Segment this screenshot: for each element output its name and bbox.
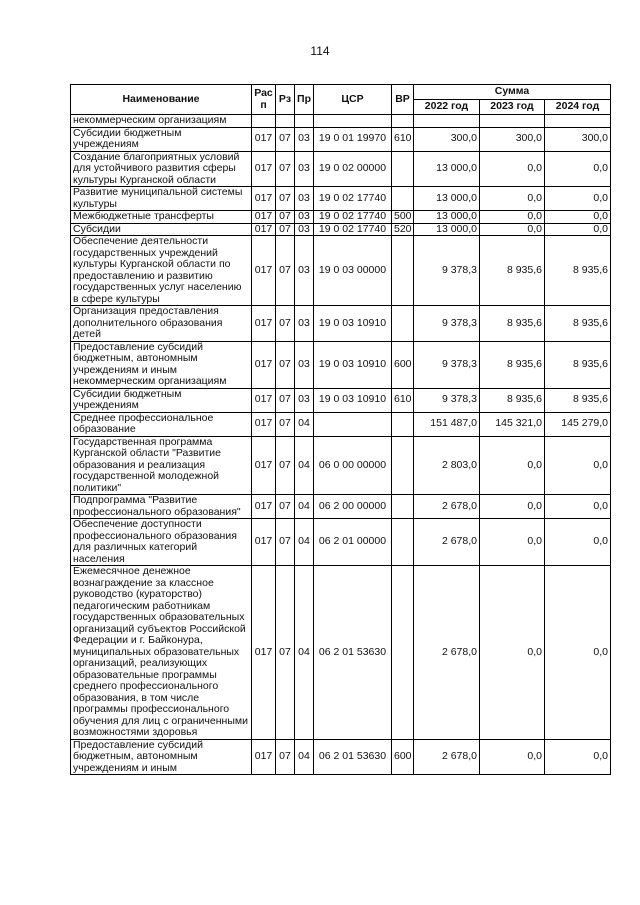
cell-2024 (545, 115, 611, 128)
cell-pr: 04 (295, 739, 314, 775)
cell-2022: 151 487,0 (414, 412, 480, 436)
cell-name: Предоставление субсидий бюджетным, автономным учреждениям и иным (71, 739, 252, 775)
header-rasp: Рас п (252, 85, 276, 115)
table-row (71, 412, 611, 436)
cell-rz: 07 (276, 436, 295, 495)
cell-vr (392, 151, 414, 187)
table-row (71, 341, 611, 388)
cell-2023 (480, 115, 545, 128)
cell-name: Подпрограмма "Развитие профессионального образования" (71, 495, 252, 519)
cell-name: Обеспечение деятельности государственных учреждений культуры Курганской области по предоставлению и развитию государственных услуг населению в сфере культуры (71, 236, 252, 306)
cell-vr (392, 566, 414, 740)
cell-rz: 07 (276, 127, 295, 151)
cell-2024: 0,0 (545, 519, 611, 566)
cell-2023: 0,0 (480, 495, 545, 519)
cell-name: некоммерческим организациям (71, 115, 252, 128)
cell-rz: 07 (276, 495, 295, 519)
cell-2022: 9 378,3 (414, 306, 480, 342)
cell-2023: 8 935,6 (480, 388, 545, 412)
table-row (71, 306, 611, 342)
page-number: 114 (310, 44, 330, 58)
cell-2024: 8 935,6 (545, 306, 611, 342)
cell-rasp: 017 (252, 127, 276, 151)
cell-rz: 07 (276, 223, 295, 236)
cell-rasp: 017 (252, 739, 276, 775)
cell-name: Субсидии бюджетным учреждениям (71, 388, 252, 412)
cell-rasp: 017 (252, 519, 276, 566)
cell-rasp: 017 (252, 223, 276, 236)
cell-rasp (252, 115, 276, 128)
budget-table (70, 84, 611, 775)
cell-rasp: 017 (252, 211, 276, 224)
cell-2023: 8 935,6 (480, 236, 545, 306)
cell-name: Развитие муниципальной системы культуры (71, 187, 252, 211)
cell-2022: 13 000,0 (414, 151, 480, 187)
cell-rz: 07 (276, 519, 295, 566)
cell-csr (314, 115, 392, 128)
cell-2024: 8 935,6 (545, 388, 611, 412)
cell-vr (392, 519, 414, 566)
cell-vr (392, 436, 414, 495)
cell-csr (314, 412, 392, 436)
cell-2022 (414, 115, 480, 128)
cell-rz: 07 (276, 187, 295, 211)
cell-vr (392, 412, 414, 436)
cell-pr: 03 (295, 306, 314, 342)
cell-vr: 500 (392, 211, 414, 224)
table-body (71, 115, 611, 775)
cell-rz: 07 (276, 151, 295, 187)
cell-2024: 0,0 (545, 436, 611, 495)
cell-2023: 0,0 (480, 151, 545, 187)
cell-2024: 0,0 (545, 151, 611, 187)
cell-pr: 03 (295, 341, 314, 388)
table-row (71, 739, 611, 775)
cell-rasp: 017 (252, 236, 276, 306)
cell-pr: 03 (295, 388, 314, 412)
cell-name: Предоставление субсидий бюджетным, автономным учреждениям и иным некоммерческим организациям (71, 341, 252, 388)
cell-rz: 07 (276, 412, 295, 436)
header-pr: Пр (295, 85, 314, 115)
cell-csr: 19 0 03 00000 (314, 236, 392, 306)
cell-rasp: 017 (252, 412, 276, 436)
cell-csr: 06 0 00 00000 (314, 436, 392, 495)
cell-csr: 19 0 03 10910 (314, 306, 392, 342)
cell-2024: 0,0 (545, 187, 611, 211)
cell-rasp: 017 (252, 341, 276, 388)
cell-2022: 2 678,0 (414, 566, 480, 740)
cell-vr: 520 (392, 223, 414, 236)
cell-vr (392, 236, 414, 306)
table-row (71, 211, 611, 224)
cell-name: Среднее профессиональное образование (71, 412, 252, 436)
cell-pr: 03 (295, 151, 314, 187)
cell-2023: 8 935,6 (480, 306, 545, 342)
cell-vr: 610 (392, 388, 414, 412)
cell-pr: 04 (295, 566, 314, 740)
cell-rasp: 017 (252, 187, 276, 211)
cell-2022: 2 678,0 (414, 495, 480, 519)
cell-2024: 0,0 (545, 223, 611, 236)
cell-2022: 9 378,3 (414, 341, 480, 388)
cell-rz: 07 (276, 306, 295, 342)
cell-2024: 8 935,6 (545, 236, 611, 306)
cell-pr: 04 (295, 412, 314, 436)
table-row (71, 223, 611, 236)
cell-name: Обеспечение доступности профессионального образования для различных категорий населения (71, 519, 252, 566)
cell-csr: 19 0 02 17740 (314, 187, 392, 211)
cell-csr: 19 0 03 10910 (314, 388, 392, 412)
cell-2024: 8 935,6 (545, 341, 611, 388)
cell-rz: 07 (276, 566, 295, 740)
cell-2024: 0,0 (545, 495, 611, 519)
cell-2023: 0,0 (480, 436, 545, 495)
cell-2023: 0,0 (480, 739, 545, 775)
header-csr: ЦСР (314, 85, 392, 115)
cell-2024: 0,0 (545, 739, 611, 775)
cell-rz: 07 (276, 236, 295, 306)
header-sum: Сумма (414, 85, 611, 100)
table-row (71, 436, 611, 495)
cell-2022: 2 803,0 (414, 436, 480, 495)
cell-2024: 0,0 (545, 211, 611, 224)
cell-name: Создание благоприятных условий для устойчивого развития сферы культуры Курганской области (71, 151, 252, 187)
cell-csr: 06 2 01 00000 (314, 519, 392, 566)
cell-2023: 300,0 (480, 127, 545, 151)
header-name: Наименование (71, 85, 252, 115)
cell-2022: 13 000,0 (414, 187, 480, 211)
cell-2022: 2 678,0 (414, 739, 480, 775)
cell-name: Субсидии (71, 223, 252, 236)
cell-rasp: 017 (252, 388, 276, 412)
table-row (71, 495, 611, 519)
cell-rasp: 017 (252, 306, 276, 342)
cell-2023: 0,0 (480, 223, 545, 236)
cell-rasp: 017 (252, 151, 276, 187)
header-vr: ВР (392, 85, 414, 115)
cell-vr: 600 (392, 341, 414, 388)
header-year-2024: 2024 год (545, 100, 611, 115)
cell-2023: 145 321,0 (480, 412, 545, 436)
header-year-2022: 2022 год (414, 100, 480, 115)
cell-name: Организация предоставления дополнительного образования детей (71, 306, 252, 342)
cell-pr: 03 (295, 211, 314, 224)
cell-csr: 19 0 01 19970 (314, 127, 392, 151)
cell-2024: 300,0 (545, 127, 611, 151)
cell-name: Ежемесячное денежное вознаграждение за классное руководство (кураторство) педагогическим работникам государственных образовательных организаций субъектов Российской Федерации и г. Байконура, муниципальных образовательных организаций, реализующих образовательные программы среднего профессионального образования, в том числе программы профессионального обучения для лиц с ограниченными возможностями здоровья (71, 566, 252, 740)
table-row (71, 151, 611, 187)
cell-csr: 19 0 02 00000 (314, 151, 392, 187)
cell-rz: 07 (276, 388, 295, 412)
cell-pr: 03 (295, 236, 314, 306)
cell-pr: 03 (295, 223, 314, 236)
table-header (71, 85, 611, 115)
cell-name: Субсидии бюджетным учреждениям (71, 127, 252, 151)
table-row (71, 115, 611, 128)
cell-rz (276, 115, 295, 128)
header-rz: Рз (276, 85, 295, 115)
cell-csr: 06 2 00 00000 (314, 495, 392, 519)
cell-pr: 03 (295, 187, 314, 211)
cell-2022: 13 000,0 (414, 223, 480, 236)
cell-csr: 19 0 02 17740 (314, 223, 392, 236)
cell-rasp: 017 (252, 436, 276, 495)
cell-2022: 13 000,0 (414, 211, 480, 224)
cell-pr: 03 (295, 127, 314, 151)
cell-pr (295, 115, 314, 128)
cell-2022: 9 378,3 (414, 236, 480, 306)
cell-2023: 0,0 (480, 519, 545, 566)
header-year-2023: 2023 год (480, 100, 545, 115)
cell-2023: 8 935,6 (480, 341, 545, 388)
cell-vr: 600 (392, 739, 414, 775)
cell-2023: 0,0 (480, 211, 545, 224)
cell-name: Межбюджетные трансферты (71, 211, 252, 224)
cell-2024: 0,0 (545, 566, 611, 740)
table-row (71, 519, 611, 566)
cell-csr: 19 0 02 17740 (314, 211, 392, 224)
cell-rasp: 017 (252, 495, 276, 519)
cell-vr (392, 187, 414, 211)
cell-2023: 0,0 (480, 187, 545, 211)
cell-rz: 07 (276, 211, 295, 224)
cell-2024: 145 279,0 (545, 412, 611, 436)
cell-pr: 04 (295, 436, 314, 495)
cell-vr (392, 306, 414, 342)
table-row (71, 566, 611, 740)
cell-csr: 06 2 01 53630 (314, 739, 392, 775)
cell-vr: 610 (392, 127, 414, 151)
cell-rz: 07 (276, 739, 295, 775)
cell-2022: 2 678,0 (414, 519, 480, 566)
cell-2022: 9 378,3 (414, 388, 480, 412)
cell-csr: 06 2 01 53630 (314, 566, 392, 740)
cell-2023: 0,0 (480, 566, 545, 740)
table-row (71, 187, 611, 211)
table-row (71, 388, 611, 412)
cell-pr: 04 (295, 519, 314, 566)
table-row (71, 127, 611, 151)
table-row (71, 236, 611, 306)
cell-name: Государственная программа Курганской области "Развитие образования и реализация государственной молодежной политики" (71, 436, 252, 495)
cell-rasp: 017 (252, 566, 276, 740)
cell-pr: 04 (295, 495, 314, 519)
cell-rz: 07 (276, 341, 295, 388)
cell-csr: 19 0 03 10910 (314, 341, 392, 388)
cell-vr (392, 115, 414, 128)
cell-2022: 300,0 (414, 127, 480, 151)
cell-vr (392, 495, 414, 519)
